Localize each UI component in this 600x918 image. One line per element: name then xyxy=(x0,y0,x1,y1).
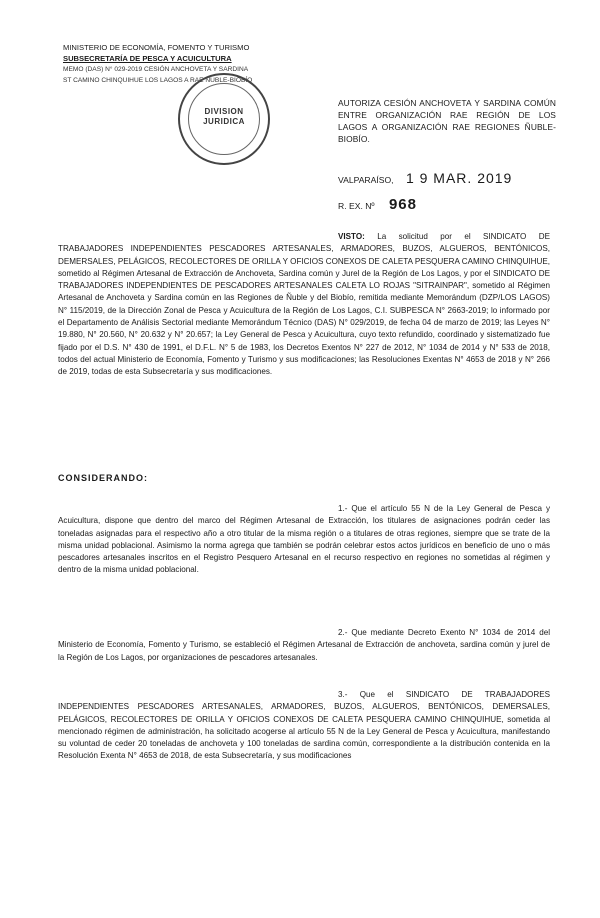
rex-number: 968 xyxy=(388,196,417,213)
place: VALPARAÍSO, xyxy=(338,175,394,185)
considerando-1: 1.- Que el artículo 55 N de la Ley General de Pesca y Acuicultura, dispone que dentro del marco del Régimen Artesanal de Extracción, los titulares de asignaciones podrán ceder las toneladas asignadas para el respectivo año a otro titular de la misma región o a titulares de otras regiones, siempre que se trate de la misma unidad poblacional. Asimismo la norma agrega que también se podrán celebrar estos actos jurídicos en beneficio de uno o más pescadores artesanales inscritos en el Registro Pesquero Artesanal en el recurso respectivo en regiones no sometidas al régimen y dentro de la misma unidad poblacional. xyxy=(58,504,550,575)
resolution-title: AUTORIZA CESIÓN ANCHOVETA Y SARDINA COMÚN ENTRE ORGANIZACIÓN RAE REGIÓN DE LOS LAGOS A ORGANIZACIÓN RAE REGIONES ÑUBLE-BIOBÍO. xyxy=(338,98,556,144)
place-and-date xyxy=(338,170,512,186)
resolution-number xyxy=(338,196,417,213)
stamp-line-1: DIVISION xyxy=(204,107,244,116)
reference-line-2: ST CAMINO CHINQUIHUE LOS LAGOS A RAE ÑUBLE-BIOBÍO xyxy=(63,77,253,84)
visto-label: VISTO: xyxy=(338,232,365,241)
stamp-line-2: JURIDICA xyxy=(203,117,245,126)
visto-text: La solicitud por el SINDICATO DE TRABAJADORES INDEPENDIENTES PESCADORES ARTESANALES, ARMADORES, BUZOS, ALGUEROS, BENTÓNICOS, DEMERSALES, PELÁGICOS, RECOLECTORES DE ORILLA Y OFICIOS CONEXOS DE CALETA PESQUERA CAMINO CHINQUIHUE, sometido al Régimen Artesanal de Extracción de Anchoveta, Sardina común y Jurel de la Región de Los Lagos, y por el SINDICATO DE TRABAJADORES INDEPENDIENTES DE PESCADORES ARTESANALES CALETA LO ROJAS "SITRAINPAR", sometido al Régimen Artesanal de Anchoveta y Sardina común en las Regiones de Ñuble y del Biobío, remitida mediante Memorándum (DZP/LOS LAGOS) N° 115/2019, de la Dirección Zonal de Pesca y Acuicultura de la Región de Los Lagos, C.I. SUBPESCA N° 2663-2019; lo informado por el Departamento de Análisis Sectorial mediante Memorándum Técnico (DAS) N° 029/2019, de fecha 04 de marzo de 2019; las Leyes N° 19.880, N° 20.560, N° 20.632 y N° 20.657; la Ley General de Pesca y Acuicultura, cuyo texto refundido, coordinado y sistematizado fue fijado por el D.S. N° 430 de 1991, el D.F.L. N° 5 de 1983, los Decretos Exentos N° 227 de 2012, N° 1034 de 2014 y N° 533 de 2018, todos del actual Ministerio de Economía, Fomento y Turismo y sus modificaciones; las Resoluciones Exentas N° 4653 de 2018 y N° 266 de 2019, todas de esta Subsecretaría y sus modificaciones. xyxy=(58,232,550,377)
considerando-heading: CONSIDERANDO: xyxy=(58,473,149,483)
considerando-2: 2.- Que mediante Decreto Exento N° 1034 de 2014 del Ministerio de Economía, Fomento y Turismo, se estableció el Régimen Artesanal de Extracción de anchoveta, sardina común y jurel de la Región de Los Lagos, por organizaciones de pescadores artesanales. xyxy=(58,628,550,662)
date-stamp: 1 9 MAR. 2019 xyxy=(405,170,513,186)
official-seal-stamp xyxy=(178,73,270,165)
considerando-3: 3.- Que el SINDICATO DE TRABAJADORES INDEPENDIENTES PESCADORES ARTESANALES, ARMADORES, BUZOS, ALGUEROS, BENTÓNICOS, DEMERSALES, PELÁGICOS, RECOLECTORES DE ORILLA Y OFICIOS CONEXOS DE CALETA PESQUERA CAMINO CHINQUIHUE, sometida al mencionado régimen de administración, ha solicitado acogerse al artículo 55 N de la Ley General de Pesca y Acuicultura, manifestando su voluntad de ceder 20 toneladas de anchoveta y 100 toneladas de sardina común, correspondiente a la distribución contenida en la Resolución Exenta N° 4653 de 2018, de esta Subsecretaría, y sus modificaciones xyxy=(58,690,550,761)
reference-line: MEMO (DAS) N° 029-2019 CESIÓN ANCHOVETA Y SARDINA xyxy=(63,66,249,73)
rex-label: R. EX. Nº xyxy=(338,201,375,211)
visto-paragraph xyxy=(58,231,550,379)
stamp-center-text xyxy=(180,107,268,127)
ministry-name: MINISTERIO DE ECONOMÍA, FOMENTO Y TURISMO xyxy=(63,43,250,52)
subsecretaria-name: SUBSECRETARÍA DE PESCA Y ACUICULTURA xyxy=(63,54,232,63)
